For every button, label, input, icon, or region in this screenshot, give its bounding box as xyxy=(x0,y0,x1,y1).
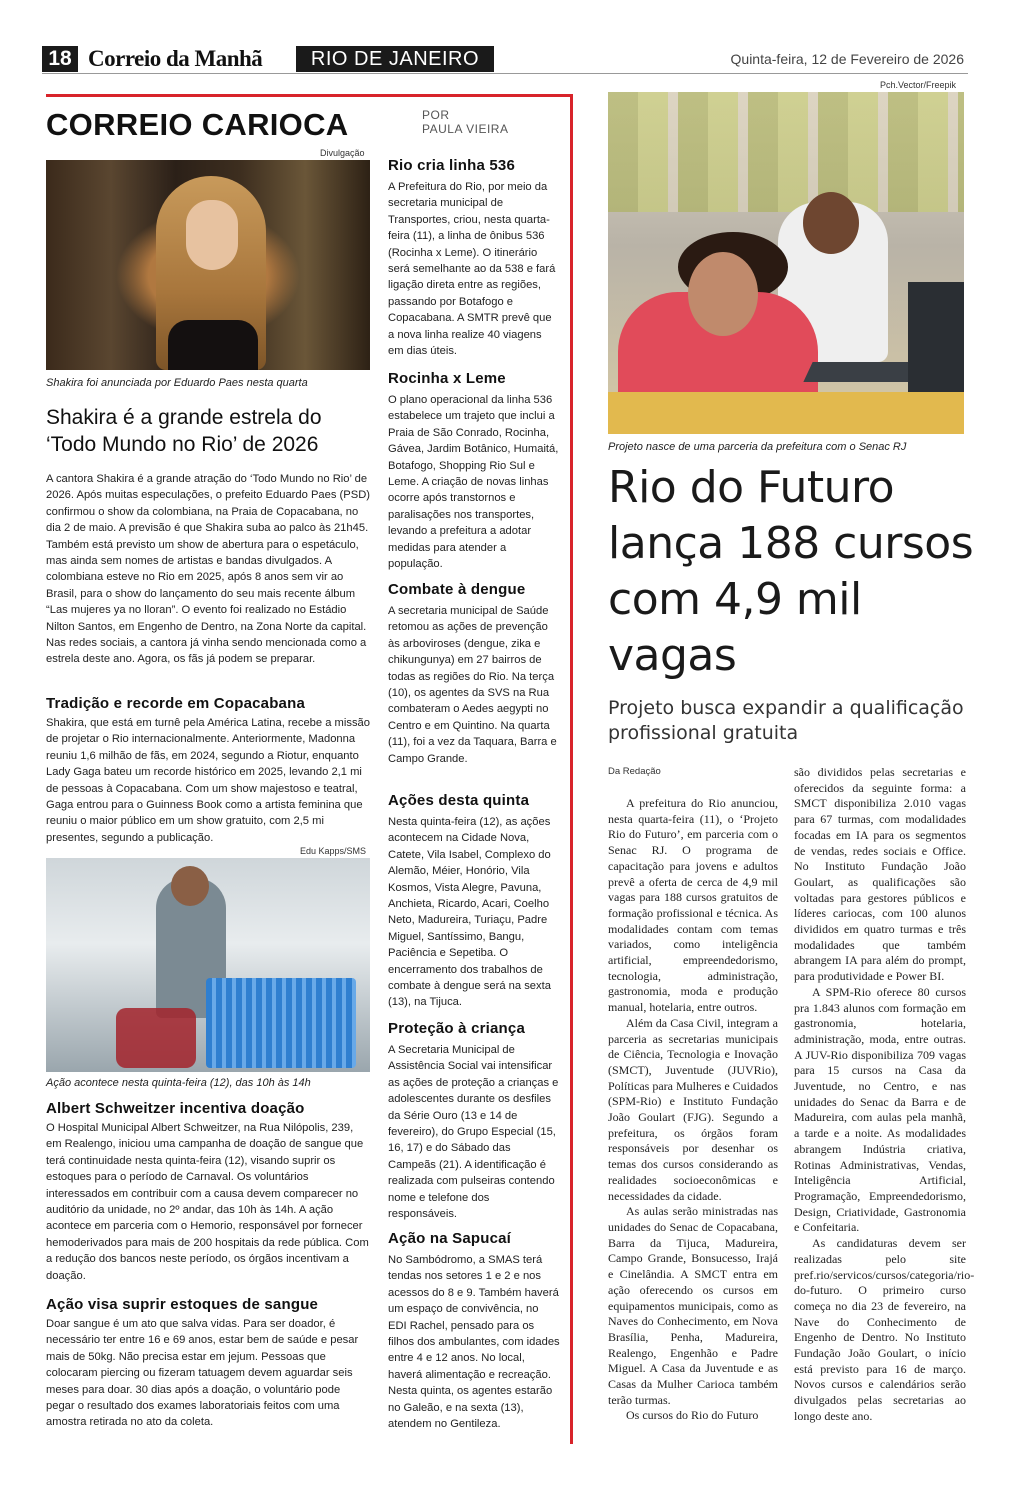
blood-donation-photo xyxy=(46,858,370,1072)
column-side-rule xyxy=(570,94,573,1444)
paragraph-continued: são divididos pelas secretarias e oferecidos da seguinte forma: a SMCT disponibiliza 2.010 vagas para 67 turmas, com modalidades focadas em IA para os segmentos de vendas, redes sociais e Office. No Instituto Fundação João Goulart, as qualificações são voltadas para gestores públicos e líderes cariocas, com 100 alunos divididos em quatro turmas e três modalidades que também abrangem IA para além do prompt, para produtividade e Power BI. xyxy=(794,765,966,984)
brief-sapucai xyxy=(388,1229,560,1432)
brief-text: A Secretaria Municipal de Assistência Social vai intensificar as ações de proteção a crianças e adolescentes durante os desfiles da Série Ouro (13 e 14 de fevereiro), do Grupo Especial (15, 16, 17) e do Sábado das Campeãs (21). A identificação é realizada com pulseiras contendo nome e telefone dos responsáveis. xyxy=(388,1044,559,1221)
photo-caption-main: Projeto nasce de uma parceria da prefeitura com o Senac RJ xyxy=(608,441,907,453)
paragraph: A SPM-Rio oferece 80 cursos pra 1.843 alunos com formação em gastronomia, hotelaria, administração, moda, entre outras. A JUV-Rio disponibiliza 709 vagas para 15 cursos na Casa da Juventude, no Centro, e nas unidades do Senac da Barra e de Madureira, com aulas pela manhã, a tarde e a noite. As modalidades abrangem Indústria criativa, Rotinas Administrativas, Vendas, Inteligência Artificial, Programação, Empreendedorismo, Design, Criatividade, Gastronomia e Confeitaria. xyxy=(794,984,966,1235)
header-rule xyxy=(42,73,968,74)
classroom-photo xyxy=(608,92,964,434)
brief-text: No Sambódromo, a SMAS terá tendas nos setores 1 e 2 e nos acessos do 8 e 9. Também haverá um espaço de convivência, no EDI Rachel, pensado para os filhos dos ambulantes, com idades entre 4 e 12 anos. No local, haverá alimentação e recreação. Nesta quinta, os agentes estarão no Galeão, e na sexta (13), atendem no Gentileza. xyxy=(388,1254,560,1431)
column-title: CORREIO CARIOCA xyxy=(46,107,349,142)
main-subtitle: Projeto busca expandir a qualificação profissional gratuita xyxy=(608,697,964,744)
section-label: RIO DE JANEIRO xyxy=(296,46,494,72)
brief-dengue xyxy=(388,580,560,767)
brief-title: Proteção à criança xyxy=(388,1020,526,1037)
brief-text: O plano operacional da linha 536 estabelece um trajeto que inclui a Praia de São Conrado, Rocinha, Gávea, Jardim Botânico, Humaitá, Botafogo, Shopping Rio Sul e Leme. A criação de novas linhas ocorre após transtornos e paralisações nos transportes, levando a prefeitura a adotar medidas para atender a população. xyxy=(388,394,559,571)
shakira-subbody: Shakira, que está em turnê pela América Latina, recebe a missão de projetar o Rio internacionalmente. Anteriormente, Madonna reuniu 1,6 milhão de fãs, em 2024, segundo a Riotur, enquanto Lady Gaga bateu um recorde histórico em 2025, levando 2,1 mi de pessoas à Copacabana. Com um show majestoso e teatral, Gaga entrou para o Guinness Book como a artista feminina que reuniu o maior público em um show gratuito, com 2,5 mi presentes, segundo a publicação. xyxy=(46,717,370,844)
brief-title: Ação na Sapucaí xyxy=(388,1230,512,1247)
blood-subbody: Doar sangue é um ato que salva vidas. Para ser doador, é necessário ter entre 16 e 69 anos, estar bem de saúde e pesar mais de 50kg. Não precisa estar em jejum. Pessoas que colocaram piercing ou fizeram tatuagem devem aguardar seis meses para doar. 30 dias após a doação, o voluntário pode pegar o resultado dos exames laboratoriais feitos com uma amostra retirada no ato da coleta. xyxy=(46,1318,359,1429)
brief-title: Rio cria linha 536 xyxy=(388,157,515,174)
brief-text: A Prefeitura do Rio, por meio da secretaria municipal de Transportes, criou, nesta quarta-feira (11), a linha de ônibus 536 (Rocinha x Leme). O itinerário será semelhante ao da 538 e fará ligação direta entre as regiões, passando por Botafogo e Copacabana. A SMTR prevê que a nova linha realize 40 viagens em dias úteis. xyxy=(388,181,556,358)
brief-linha-536 xyxy=(388,156,560,359)
byline: Da Redação xyxy=(608,766,661,777)
shakira-body: A cantora Shakira é a grande atração do ‘Todo Mundo no Rio’ de 2026. Após muitas especulações, o prefeito Eduardo Paes (PSD) confirmou o show da colombiana, na Praia de Copacabana, no dia 2 de maio. A previsão é que Shakira suba ao palco às 21h45. Também está previsto um show de abertura para o espetáculo, mas ainda sem nomes de artistas e bandas divulgados. A colombiana esteve no Rio em 2025, após 8 anos sem vir ao Brasil, para o show do lançamento do seu mais recente álbum “Las mujeres ya no lloran”. O evento foi realizado no Estádio Nilton Santos, em Engenho de Dentro, na Zona Norte da capital. Nas redes sociais, a cantora já vinha sendo mencionada como a estrela deste ano. Agora, os fãs já podem se preparar. xyxy=(46,473,371,666)
blood-subheadline: Ação visa suprir estoques de sangue xyxy=(46,1296,319,1313)
main-column-2 xyxy=(794,765,975,1425)
photo-credit-main: Pch.Vector/Freepik xyxy=(880,80,957,90)
brief-acoes-quinta xyxy=(388,791,560,1011)
paragraph: As candidaturas devem ser realizadas pelo site pref.rio/servicos/cursos/categoria/rio-do-futuro. O primeiro curso começa no dia 23 de fevereiro, na Nave do Conhecimento de Engenho de Dentro. No Instituto Fundação João Goulart, o início está previsto para 16 de março. Novos cursos e calendários serão divulgados pelas secretarias ao longo deste ano. xyxy=(794,1236,975,1423)
hospital-body: O Hospital Municipal Albert Schweitzer, na Rua Nilópolis, 239, em Realengo, iniciou uma campanha de doação de sangue que terá continuidade nesta quinta-feira (12), visando suprir os estoques para o período de Carnaval. Os voluntários interessados em contribuir com a causa devem comparecer no auditório da unidade, no 2º andar, das 10h às 14h. A ação acontece em parceria com o Hemorio, responsável por fornecer hemoderivados para mais de 200 hospitais da rede pública. Com a redução dos bancos neste período, os órgãos incentivam a doação. xyxy=(46,1122,369,1282)
main-column-1 xyxy=(608,796,778,1424)
main-headline: Rio do Futuro lança 188 cursos com 4,9 mil vagas xyxy=(608,462,974,681)
brief-rocinha-leme xyxy=(388,369,560,572)
column-top-rule xyxy=(46,94,572,97)
author-name: PAULA VIEIRA xyxy=(422,122,509,136)
paragraph: Os cursos do Rio do Futuro xyxy=(626,1408,759,1423)
paragraph: As aulas serão ministradas nas unidades do Senac de Copacabana, Barra da Tijuca, Madureira, Campo Grande, Bonsucesso, Irajá e Cinelândia. A SMCT entra em ação oferecendo os cursos em equipamentos municipais, como as Naves do Conhecimento, em Nova Brasília, Penha, Madureira, Realengo, Engenhão e Padre Miguel. A Casa da Juventude e as Casas da Mulher Carioca também terão turmas. xyxy=(608,1204,778,1407)
issue-date: Quinta-feira, 12 de Fevereiro de 2026 xyxy=(730,51,964,67)
newspaper-logo: Correio da Manhã xyxy=(88,46,263,71)
paragraph: A prefeitura do Rio anunciou, nesta quarta-feira (11), o ‘Projeto Rio do Futuro’, em parceria com o Senac RJ. O programa de capacitação para jovens e adultos prevê a oferta de cerca de 4,9 mil vagas para 188 cursos gratuitos de formação profissional e técnica. As modalidades contam com temas variados, como inteligência artificial, empreendedorismo, tecnologia, administração, gastronomia, moda e produção manual, hotelaria, entre outros. xyxy=(608,796,778,1015)
brief-text: A secretaria municipal de Saúde retomou as ações de prevenção às arboviroses (dengue, zika e chikungunya) em 27 bairros de todas as regiões do Rio. Na terça (10), os agentes da SVS na Rua combateram o Aedes aegypti no Centro e em Quintino. Na quarta (11), foi a vez da Taquara, Barra e Campo Grande. xyxy=(388,605,557,765)
shakira-subheadline: Tradição e recorde em Copacabana xyxy=(46,695,306,712)
photo-caption-hospital: Ação acontece nesta quinta-feira (12), das 10h às 14h xyxy=(46,1077,311,1089)
brief-protecao-crianca xyxy=(388,1019,560,1222)
shakira-photo xyxy=(46,160,370,370)
photo-caption-shakira: Shakira foi anunciada por Eduardo Paes nesta quarta xyxy=(46,377,308,389)
page-number: 18 xyxy=(42,46,78,72)
photo-credit-hospital: Edu Kapps/SMS xyxy=(300,846,367,856)
brief-title: Ações desta quinta xyxy=(388,792,530,809)
column-author xyxy=(422,108,508,136)
paragraph: Além da Casa Civil, integram a parceria as secretarias municipais de Ciência, Tecnologia e Inovação (SMCT), Juventude (JUVRio), Políticas para Mulheres e Cuidados (SPM-Rio) e Instituto Fundação João Goulart (FJG). Segundo a prefeitura, os órgãos foram responsáveis por desenhar os temas dos cursos considerando as realidades socioeconômicas e necessidades da cidade. xyxy=(608,1015,778,1203)
shakira-headline: Shakira é a grande estrela do ‘Todo Mundo no Rio’ de 2026 xyxy=(46,406,322,456)
brief-title: Rocinha x Leme xyxy=(388,370,506,387)
photo-credit-shakira: Divulgação xyxy=(320,148,365,158)
author-prefix: POR xyxy=(422,108,450,122)
brief-title: Combate à dengue xyxy=(388,581,526,598)
hospital-headline: Albert Schweitzer incentiva doação xyxy=(46,1100,305,1117)
brief-text: Nesta quinta-feira (12), as ações acontecem na Cidade Nova, Catete, Vila Isabel, Complexo do Alemão, Méier, Honório, Vila Kosmos, Vista Alegre, Pavuna, Anchieta, Ricardo, Acari, Coelho Neto, Madureira, Turiaçu, Padre Miguel, Santíssimo, Bangu, Paciência e Sepetiba. O encerramento dos trabalhos de combate à dengue será na sexta (13), na Tijuca. xyxy=(388,816,551,1009)
